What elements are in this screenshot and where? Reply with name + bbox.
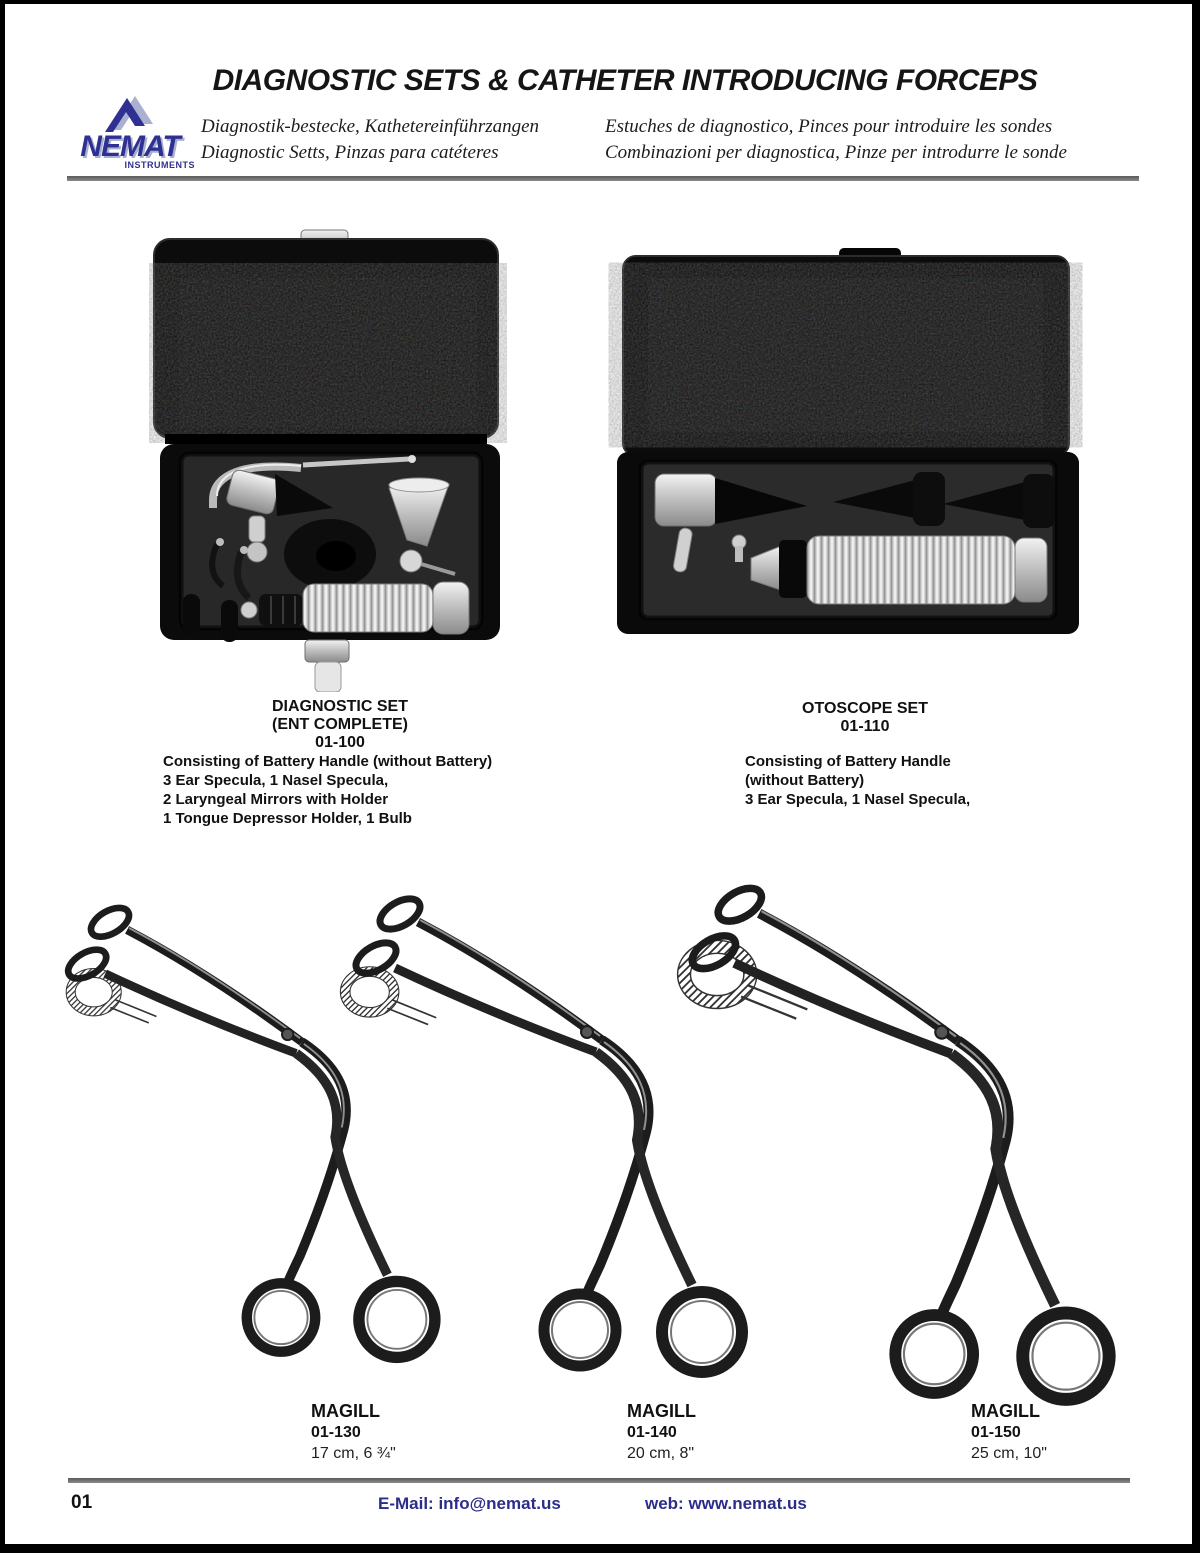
subtitle-left-column [201, 114, 539, 166]
magill-label-1 [311, 1400, 531, 1464]
forceps-code: 01-140 [627, 1424, 677, 1441]
otoscope-set-caption [740, 700, 990, 736]
forceps-size: 25 cm, 10" [971, 1445, 1047, 1462]
subtitle-fr: Estuches de diagnostico, Pinces pour introduire les sondes [605, 116, 1053, 137]
page-title: DIAGNOSTIC SETS & CATHETER INTRODUCING FORCEPS [212, 64, 1038, 97]
catheter-tip-icon [340, 967, 436, 1025]
forceps-name: MAGILL [627, 1401, 696, 1421]
page-number: 01 [71, 1492, 93, 1513]
description-line: 1 Tongue Depressor Holder, 1 Bulb [163, 810, 412, 827]
footer-email: E-Mail: info@nemat.us [378, 1494, 561, 1513]
forceps-code: 01-150 [971, 1424, 1021, 1441]
header-divider [67, 176, 1139, 181]
product-name: OTOSCOPE SET [802, 700, 928, 717]
catalog-page [5, 4, 1192, 1544]
footer-web: web: www.nemat.us [645, 1494, 807, 1513]
nemat-logo [65, 92, 200, 180]
forceps-code: 01-130 [311, 1424, 361, 1441]
magill-forceps-illustrations [45, 872, 1185, 1412]
footer-divider [68, 1478, 1130, 1483]
forceps-name: MAGILL [311, 1401, 380, 1421]
diagnostic-set-photo [125, 222, 545, 692]
description-line: Consisting of Battery Handle (without Battery) [163, 753, 493, 770]
description-line: 2 Laryngeal Mirrors with Holder [163, 791, 389, 808]
otoscope-set-photo [603, 246, 1103, 666]
forceps-size: 17 cm, 6 ¾" [311, 1445, 396, 1462]
subtitle-right-column [605, 114, 1067, 166]
product-code: 01-110 [840, 718, 890, 735]
product-name: DIAGNOSTIC SET [271, 698, 408, 715]
forceps-name: MAGILL [971, 1401, 1040, 1421]
otoscope-set-description [745, 752, 1075, 809]
diagnostic-set-caption [155, 698, 525, 752]
product-code: 01-100 [315, 734, 365, 751]
magill-label-3 [971, 1400, 1191, 1464]
product-name2: (ENT COMPLETE) [272, 716, 408, 733]
magill-label-2 [627, 1400, 847, 1464]
subtitle-it: Combinazioni per diagnostica, Pinze per introdurre le sonde [605, 142, 1067, 163]
diagnostic-set-description [163, 752, 583, 828]
subtitle-es: Diagnostic Setts, Pinzas para catéteres [201, 142, 499, 163]
subtitle-de: Diagnostik-bestecke, Kathetereinführzangen [201, 116, 540, 137]
description-line: (without Battery) [745, 772, 865, 789]
forceps-size: 20 cm, 8" [627, 1445, 695, 1462]
description-line: Consisting of Battery Handle [745, 753, 951, 770]
description-line: 3 Ear Specula, 1 Nasel Specula, [745, 791, 971, 808]
logo-brand-text: NEMAT [80, 130, 180, 163]
logo-sub-text: INSTRUMENTS [124, 160, 195, 170]
description-line: 3 Ear Specula, 1 Nasel Specula, [163, 772, 389, 789]
